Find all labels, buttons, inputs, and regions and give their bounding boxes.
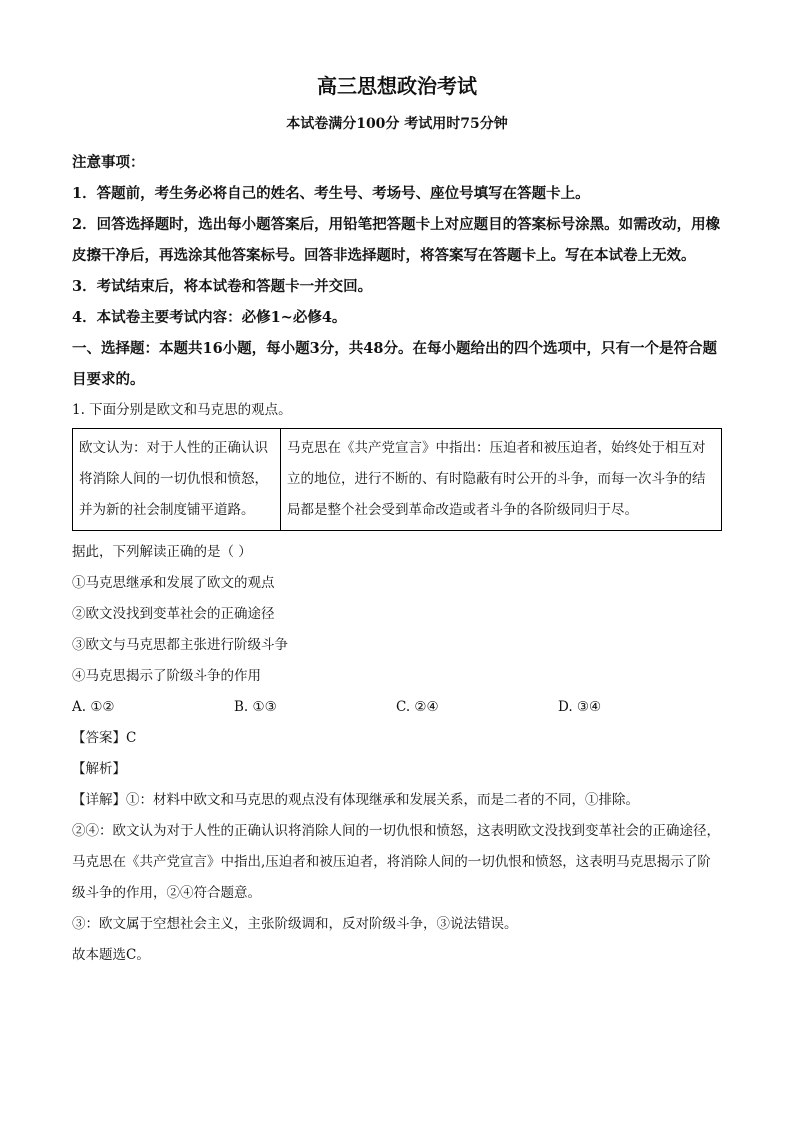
table-cell-marx xyxy=(281,429,721,530)
notes-heading: 注意事项： xyxy=(72,154,145,171)
exam-page xyxy=(72,64,722,971)
option-b: B. ①③ xyxy=(234,699,277,715)
statement-item: ④马克思揭示了阶级斗争的作用 xyxy=(72,668,261,684)
explanation-paragraph: 故本题选C。 xyxy=(72,947,150,963)
table-cell-owen: 欧文认为：对于人性的正确认识将消除人间的一切仇恨和愤怒，并为新的社会制度铺平道路。 xyxy=(73,429,281,530)
explanation-paragraph: ②④：欧文认为对于人性的正确认识将消除人间的一切仇恨和愤怒，这表明欧文没找到变革社会的正确途径，马克思在《共产党宣言》中指出,压迫者和被压迫者，将消除人间的一切仇恨和愤怒，这表明马克思揭示了阶级斗争的作用，②④符合题意。 xyxy=(72,823,720,901)
notes-item: 2．回答选择题时，选出每小题答案后，用铅笔把答题卡上对应题目的答案标号涂黑。如需改动，用橡皮擦干净后，再选涂其他答案标号。回答非选择题时，将答案写在答题卡上。写在本试卷上无效。 xyxy=(72,216,721,264)
analysis-label: 【解析】 xyxy=(72,761,126,777)
explanation-paragraph: ③：欧文属于空想社会主义，主张阶级调和，反对阶级斗争，③说法错误。 xyxy=(72,916,518,932)
answer-options xyxy=(72,692,722,723)
page-title: 高三思想政治考试 xyxy=(317,74,477,98)
statement-item: ③欧文与马克思都主张进行阶级斗争 xyxy=(72,637,288,653)
quote-table xyxy=(72,428,722,531)
statement-item: ②欧文没找到变革社会的正确途径 xyxy=(72,606,275,622)
option-a: A. ①② xyxy=(72,699,115,715)
notes-item: 4．本试卷主要考试内容：必修1~必修4。 xyxy=(72,309,347,326)
question-stem: 1. 下面分别是欧文和马克思的观点。 xyxy=(72,402,292,418)
question-prompt: 据此，下列解读正确的是（ ） xyxy=(72,544,252,560)
notes-item: 1．答题前，考生务必将自己的姓名、考生号、考场号、座位号填写在答题卡上。 xyxy=(72,185,590,202)
option-c: C. ②④ xyxy=(396,699,439,715)
table-cell-marx-text: 马克思在《共产党宣言》中指出：压迫者和被压迫者，始终处于相互对立的地位，进行不断的、有时隐蔽有时公开的斗争，而每一次斗争的结局都是整个社会受到革命改造或者斗争的各阶级同归于尽。 xyxy=(287,440,706,518)
statement-item: ①马克思继承和发展了欧文的观点 xyxy=(72,575,275,591)
section-heading: 一、选择题：本题共16小题，每小题3分，共48分。在每小题给出的四个选项中，只有一个是符合题目要求的。 xyxy=(72,340,717,388)
explanation-paragraph: 【详解】①：材料中欧文和马克思的观点没有体现继承和发展关系，而是二者的不同，①排除。 xyxy=(72,792,639,808)
page-subtitle: 本试卷满分100分 考试用时75分钟 xyxy=(286,116,508,132)
option-d: D. ③④ xyxy=(558,699,602,715)
notes-item: 3．考试结束后，将本试卷和答题卡一并交回。 xyxy=(72,278,373,295)
answer-line: 【答案】C xyxy=(72,730,137,746)
